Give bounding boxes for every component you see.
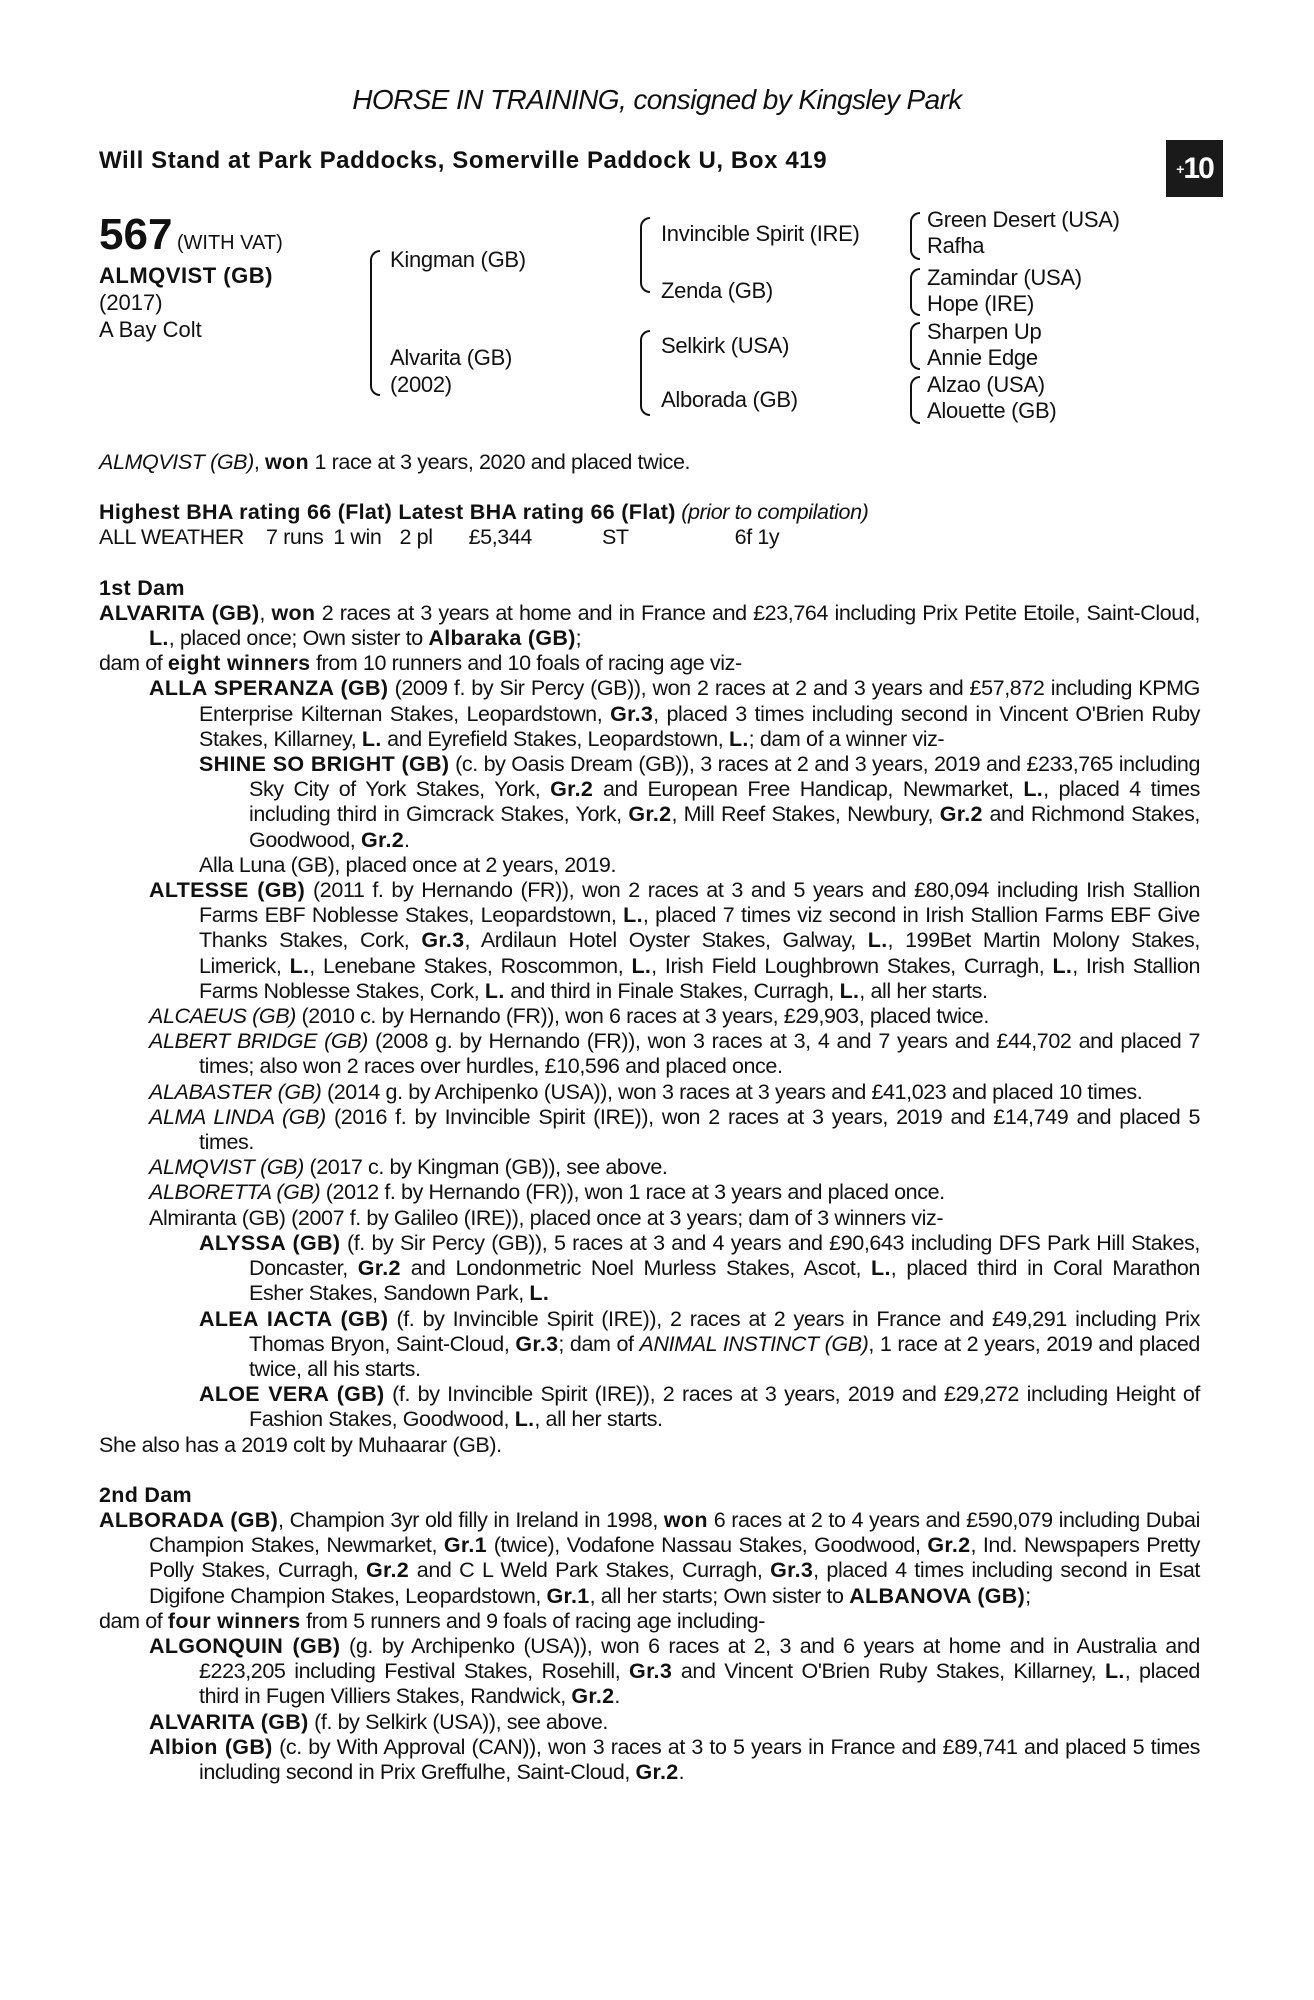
badge-number: 10 [1183,151,1213,185]
bold-text: L. [149,626,169,651]
lot-badge [1166,140,1223,197]
bold-text: four winners [167,1608,301,1633]
bold-text: ALLA SPERANZA (GB) [149,676,389,701]
italic-text: ALMQVIST (GB) [149,1155,304,1180]
paragraph [99,1231,1200,1307]
text: (2016 f. by Invincible Spirit (IRE)), won 2 races at 3 years, 2019 and £14,749 and placed 5 times. [199,1104,1200,1155]
text: , Irish Field Loughbrown Stakes, Curragh, [651,953,1053,978]
text: and C L Weld Park Stakes, Curragh, [409,1558,771,1583]
bold-text: SHINE SO BRIGHT (GB) [199,752,450,777]
text: , placed third in Coral Marathon Esher Stakes, Sandown Park, [249,1256,1200,1306]
horse-year: (2017) [99,290,163,315]
paragraph [99,1206,1200,1231]
ds-dam: Annie Edge [927,345,1038,370]
bold-text: won [265,450,309,474]
dd-sire: Alzao (USA) [927,372,1045,397]
horse-info [99,262,273,343]
bold-text: Gr.3 [421,928,465,953]
bold-text: Gr.2 [571,1684,615,1709]
text: dam of [99,1608,168,1633]
text: 6 races at 2 to 4 years and £590,079 including Dubai Champion Stakes, Newmarket, [149,1507,1200,1558]
dam-sire: Selkirk (USA) [661,333,790,358]
bold-text: L. [484,978,505,1003]
text: , all her starts. [534,1407,663,1432]
bracket [910,322,920,370]
bold-text: Gr.2 [927,1533,971,1558]
text: ; dam of a winner viz- [748,726,945,751]
stand-location: Will Stand at Park Paddocks, Somerville Paddock U, Box 419 [99,147,828,174]
bold-text: L. [871,1256,891,1281]
bold-text: L. [839,978,860,1003]
text: (2010 c. by Hernando (FR)), won 6 races at 3 years, £29,903, placed twice. [295,1004,989,1029]
text: She also has a 2019 colt by Muhaarar (GB). [99,1432,502,1457]
italic-text: ALMQVIST (GB) [99,450,254,474]
text: (2014 g. by Archipenko (USA)), won 3 races at 3 years and £41,023 and placed 10 times. [321,1079,1143,1104]
paragraph [99,752,1200,853]
race-stats [99,525,1200,550]
bold-text: L. [1104,1659,1125,1684]
bracket [910,268,920,316]
bracket [910,212,920,260]
bold-text: L. [631,953,652,978]
bold-text: ALYSSA (GB) [199,1230,341,1255]
text: , Champion 3yr old filly in Ireland in 1998, [278,1507,664,1532]
stat-runs: 7 runs [265,525,324,550]
text: , placed third in Fugen Villiers Stakes, Randwick, [199,1659,1200,1709]
catalogue-body [99,450,1200,1785]
italic-text: ANIMAL INSTINCT (GB) [639,1331,869,1356]
bold-text: won [271,600,316,625]
text: , placed 4 times including third in Gimcrack Stakes, York, [249,777,1201,827]
bold-text: Gr.2 [550,777,594,802]
text: from 10 runners and 10 foals of racing age viz- [310,651,742,676]
paragraph [99,1483,1200,1508]
text: (2009 f. by Sir Percy (GB)), won 2 races at 2 and 3 years and £57,872 including KPMG Enterprise Kilternan Stakes, Leopardstown, [199,676,1201,726]
paragraph [99,1080,1200,1105]
text: ; [1025,1583,1031,1608]
spacer [99,551,1200,576]
text: (2017 c. by Kingman (GB)), see above. [303,1155,668,1180]
text: (2012 f. by Hernando (FR)), won 1 race at 3 years and placed once. [320,1180,945,1205]
bold-text: L. [529,1281,550,1306]
paragraph [99,651,1200,676]
ss-sire: Green Desert (USA) [927,207,1120,232]
italic-text: ALMA LINDA (GB) [149,1104,326,1129]
paragraph [99,1735,1200,1785]
vat-label: (WITH VAT) [176,232,283,254]
dd-dam: Alouette (GB) [927,398,1057,423]
bold-text: L. [514,1407,535,1432]
bold-text: L. [1023,777,1044,802]
italic-text: ALCAEUS (GB) [149,1004,296,1029]
paragraph [99,1004,1200,1029]
text: , placed 3 times including second in Vincent O'Brien Ruby Stakes, Killarney, [199,701,1201,751]
text: (2011 f. by Hernando (FR)), won 2 races at 3 and 5 years and £80,094 including Irish Stallion Farms EBF Noblesse Stakes, Leopardstown, [199,878,1200,928]
bold-text: L. [1052,953,1073,978]
badge-plus: + [1176,160,1183,177]
italic-text: (prior to compilation) [681,500,869,525]
bold-text: 2nd Dam [99,1482,192,1507]
paragraph [99,1155,1200,1180]
text: . [678,1759,685,1784]
text: and European Free Handicap, Newmarket, [593,777,1024,802]
stat-placed: 2 pl [399,525,433,550]
text: and Londonmetric Noel Murless Stakes, Ascot, [400,1256,872,1281]
text: from 5 runners and 9 foals of racing age including- [300,1608,765,1633]
bold-text: ALVARITA (GB) [149,1709,309,1734]
bold-text: Gr.2 [360,827,404,852]
bold-text: eight winners [167,651,311,676]
text: , [253,450,266,474]
text: dam of [99,651,168,676]
paragraph [99,878,1200,1004]
bold-text: Gr.3 [629,1659,673,1684]
text: , all her starts; Own sister to [589,1583,850,1608]
paragraph [99,1307,1200,1383]
bold-text: Gr.2 [635,1759,679,1784]
stat-surface: ALL WEATHER [99,525,244,550]
text: . [404,827,410,852]
bold-text: ALTESSE (GB) [149,878,306,903]
paragraph [99,1105,1200,1155]
sire-sire: Invincible Spirit (IRE) [661,221,860,246]
stat-going: ST [601,525,629,550]
paragraph [99,1710,1200,1735]
text: , Ind. Newspapers Pretty Polly Stakes, Curragh, [149,1533,1200,1583]
text: , Lenebane Stakes, Roscommon, [309,953,632,978]
bold-text: L. [728,726,749,751]
paragraph [99,1382,1200,1432]
text: (c. by Oasis Dream (GB)), 3 races at 2 and 3 years, 2019 and £233,765 including Sky City of York Stakes, York, [249,752,1201,802]
spacer [99,1458,1200,1483]
bracket [640,330,650,416]
paragraph [99,1634,1200,1710]
bold-text: Gr.3 [610,701,654,726]
paragraph [99,601,1200,651]
dam-year: (2002) [390,372,452,397]
bold-text: L. [361,726,382,751]
text: and Richmond Stakes, Goodwood, [249,802,1201,852]
bold-text: 1st Dam [99,575,185,600]
bold-text: ALEA IACTA (GB) [199,1306,389,1331]
text: (2008 g. by Hernando (FR)), won 3 races at 3, 4 and 7 years and £44,702 and placed 7 times; also won 2 races over hurdles, £10,596 and placed once. [199,1029,1201,1079]
lot-num: 567 [99,210,173,259]
bold-text: ALGONQUIN (GB) [149,1633,341,1658]
paragraph [99,1609,1200,1634]
bold-text: Gr.3 [770,1558,814,1583]
italic-text: ALBERT BRIDGE (GB) [149,1029,368,1054]
text: (f. by Sir Percy (GB)), 5 races at 3 and 4 years and £90,643 including DFS Park Hill Stakes, Doncaster, [249,1230,1201,1281]
dam-dam: Alborada (GB) [661,387,798,412]
ds-sire: Sharpen Up [927,319,1042,344]
text: ; dam of [558,1331,640,1356]
bold-text: L. [289,953,310,978]
paragraph [99,676,1200,752]
text: and Vincent O'Brien Ruby Stakes, Killarney, [672,1659,1105,1684]
sd-sire: Zamindar (USA) [927,265,1082,290]
bold-text: Gr.1 [443,1533,487,1558]
text: , 1 race at 2 years, 2019 and placed twice, all his starts. [249,1331,1200,1381]
paragraph [99,853,1200,878]
text: , placed once; Own sister to [168,626,429,651]
dam: Alvarita (GB) [390,345,513,370]
bold-text: Albion (GB) [149,1734,273,1759]
paragraph [99,450,1200,475]
sire: Kingman (GB) [390,247,526,272]
text: , [259,600,272,625]
text: , all her starts. [859,978,988,1003]
horse-desc: A Bay Colt [99,317,202,342]
ss-dam: Rafha [927,233,985,258]
text: , Ardilaun Hotel Oyster Stakes, Galway, [464,928,868,953]
text: (c. by With Approval (CAN)), won 3 races at 3 to 5 years in France and £89,741 and placed 5 times including second in Prix Greffulhe, Saint-Cloud, [199,1734,1200,1784]
bold-text: won [663,1507,708,1532]
text: (f. by Invincible Spirit (IRE)), 2 races at 2 years in France and £49,291 including Prix Thomas Bryon, Saint-Cloud, [249,1306,1200,1356]
page-title: HORSE IN TRAINING, consigned by Kingsley Park [352,84,962,115]
bold-text: Gr.2 [366,1558,410,1583]
paragraph [99,576,1200,601]
sd-dam: Hope (IRE) [927,291,1035,316]
lot-number [99,210,283,260]
horse-name: ALMQVIST (GB) [99,263,273,288]
text: (g. by Archipenko (USA)), won 6 races at 2, 3 and 6 years at home and in Australia and £223,205 including Festival Stakes, Rosehill, [199,1633,1200,1684]
text: , placed 7 times viz second in Irish Stallion Farms EBF Give Thanks Stakes, Cork, [199,903,1200,953]
stat-wins: 1 win [333,525,382,550]
paragraph [99,1180,1200,1205]
stat-distance: 6f 1y [734,525,780,550]
text: , Mill Reef Stakes, Newbury, [671,802,940,827]
bold-text: ALBANOVA (GB) [849,1583,1026,1608]
italic-text: ALBORETTA (GB) [149,1180,321,1205]
stat-earnings: £5,344 [468,525,532,550]
text: and Eyrefield Stakes, Leopardstown, [381,726,729,751]
paragraph [99,1508,1200,1609]
bold-text: L. [623,903,643,928]
bold-text: Gr.2 [939,802,983,827]
bold-text: Gr.1 [546,1583,590,1608]
bold-text: ALOE VERA (GB) [199,1382,385,1407]
text: 1 race at 3 years, 2020 and placed twice. [308,450,691,474]
text: . [614,1684,620,1709]
bracket [640,217,650,293]
bold-text: Highest BHA rating 66 (Flat) Latest BHA rating 66 (Flat) [99,500,676,525]
text: Alla Luna (GB), placed once at 2 years, 2019. [199,852,617,877]
text: (twice), Vodafone Nassau Stakes, Goodwood, [486,1533,928,1558]
bold-text: ALVARITA (GB) [99,600,260,625]
text: 2 races at 3 years at home and in France and £23,764 including Prix Petite Etoile, Saint-Cloud, [315,600,1200,625]
bold-text: ALBORADA (GB) [99,1507,279,1532]
text: , 199Bet Martin Molony Stakes, Limerick, [199,928,1200,978]
text: (f. by Invincible Spirit (IRE)), 2 races at 3 years, 2019 and £29,272 including Height of Fashion Stakes, Goodwood, [249,1382,1200,1432]
paragraph [99,1029,1200,1079]
italic-text: ALABASTER (GB) [149,1079,322,1104]
text: , Irish Stallion Farms Noblesse Stakes, Cork, [199,953,1201,1003]
spacer [99,475,1200,500]
sire-dam: Zenda (GB) [661,278,773,303]
bold-text: L. [867,928,888,953]
paragraph [99,500,1200,525]
text: , placed 4 times including second in Esat Digifone Champion Stakes, Leopardstown, [149,1558,1200,1608]
bracket [370,250,380,396]
text: ; [575,626,582,651]
bold-text: Gr.2 [628,802,672,827]
bracket [910,376,920,424]
bold-text: Albaraka (GB) [428,626,576,651]
text: Almiranta (GB) (2007 f. by Galileo (IRE)), placed once at 3 years; dam of 3 winners viz- [149,1205,944,1230]
text: and third in Finale Stakes, Curragh, [504,978,840,1003]
bold-text: Gr.2 [357,1256,401,1281]
text: (f. by Selkirk (USA)), see above. [308,1709,608,1734]
bold-text: Gr.3 [515,1331,559,1356]
paragraph [99,1433,1200,1458]
